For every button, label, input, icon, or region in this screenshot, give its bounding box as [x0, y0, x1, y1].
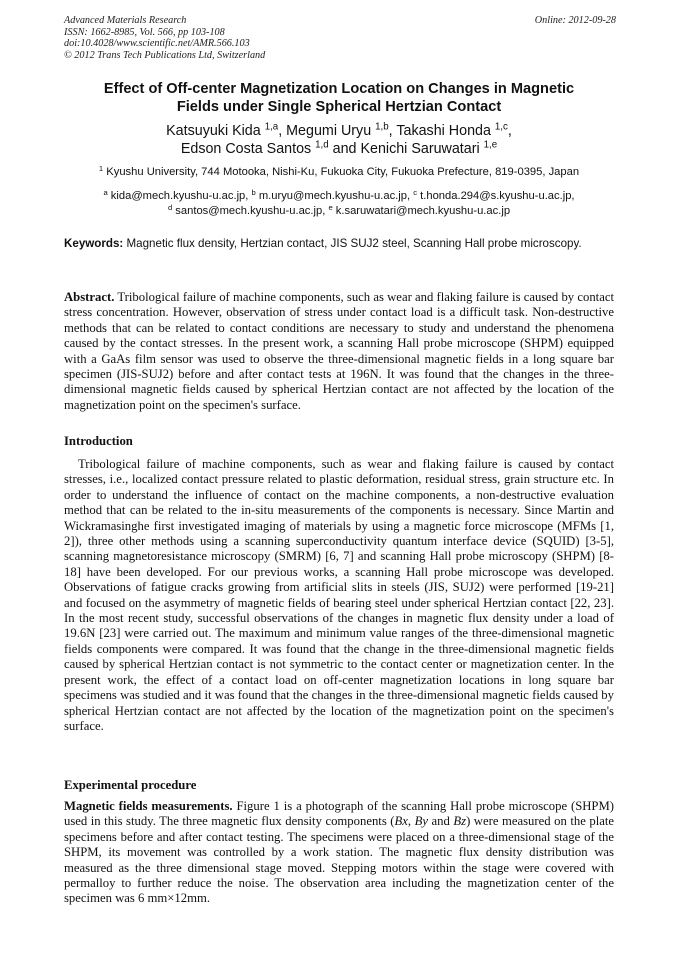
variable-bz: Bz [453, 814, 467, 829]
email-sup: a [103, 187, 108, 197]
email-address: kida@mech.kyushu-u.ac.jp, [107, 190, 252, 202]
keywords [64, 236, 614, 251]
email-address: k.saruwatari@mech.kyushu-u.ac.jp [332, 204, 511, 217]
author-name: Edson Costa Santos [180, 141, 316, 157]
author-name: Katsuyuki Kida [166, 123, 265, 139]
doi-line: doi:10.4028/www.scientific.net/AMR.566.103 [64, 38, 250, 50]
copyright-line: © 2012 Trans Tech Publications Ltd, Switzerland [64, 49, 266, 61]
author-affil-sup: 1,a [264, 121, 279, 133]
subsection-label: Magnetic fields measurements. [64, 799, 233, 813]
email-address: santos@mech.kyushu-u.ac.jp, [172, 204, 329, 217]
experimental-body [64, 799, 614, 907]
introduction-heading: Introduction [64, 434, 133, 448]
author-list [40, 122, 638, 158]
author-line-1 [40, 122, 638, 140]
email-sup: e [328, 202, 333, 212]
variable-bx: Bx [394, 814, 408, 829]
keywords-label: Keywords: [64, 237, 124, 250]
variable-by: By [414, 814, 428, 829]
author-line-2 [40, 140, 638, 158]
abstract-label: Abstract. [64, 290, 115, 304]
journal-header [64, 15, 616, 61]
author-separator: , [507, 123, 512, 139]
author-affil-sup: 1,b [375, 121, 389, 133]
introduction-body: Tribological failure of machine components, such as wear and flaking failure is caused by contact stresses, i.e., localized contact pressure related to plastic deformation, residual stress, grain structure etc. In order to understand the influence of contact on the machine components, a non-destructive evaluation method that can be related to the in-situ measurements of the components is necessary. Since Martin and Wickramasinghe first investigated imaging of materials by using a magnetic force microscope (MFMs [1, 2]), three other methods using a scanning superconductivity quantum interface device (SQUID) [3-5], scanning magnetoresistance microscopy (SMRM) [6, 7] and scanning Hall probe microscopy (SHPM) [8-18] have been developed. For our previous works, a scanning Hall probe microscope was developed. Observations of fatigue cracks growing from artificial slits in steels (JIS, SUJ2) were performed [19-21] and focused on the asymmetry of magnetic fields of bearing steel under spherical Hertzian contact [22, 23]. In the most recent study, successful observations of the changes in magnetic flux density under a load of 19.6N [23] were carried out. The maximum and minimum value ranges of the three-dimensional magnetic fields components were compared. It was found that the change in the three-dimensional magnetic fields caused by spherical Hertzian contact is not symmetric to the contact center or magnetization center. In the present work, the effect of a contact load on off-center magnetization locations in long square bar specimens was studied and it was found that the changes in the three-dimensional magnetic fields caused by spherical Hertzian contact are not affected by the location of the magnetization point on the specimen's surface. [64, 457, 614, 733]
email-list [40, 189, 638, 218]
author-affil-sup: 1,e [483, 139, 498, 151]
email-address: t.honda.294@s.kyushu-u.ac.jp, [417, 190, 575, 202]
journal-name: Advanced Materials Research [64, 15, 187, 26]
body-text: and [428, 814, 454, 829]
issn-line: ISSN: 1662-8985, Vol. 566, pp 103-108 [64, 26, 225, 38]
author-name: , Megumi Uryu [278, 123, 376, 139]
title-line-1: Effect of Off-center Magnetization Location on Changes in Magnetic [103, 81, 575, 97]
author-affil-sup: 1,c [494, 121, 508, 133]
author-name: and Kenichi Saruwatari [328, 141, 484, 157]
keywords-text: Magnetic flux density, Hertzian contact, JIS SUJ2 steel, Scanning Hall probe microscopy. [123, 237, 582, 250]
email-sup: c [413, 187, 418, 197]
affiliation-text: Kyushu University, 744 Motooka, Nishi-Ku, Fukuoka City, Fukuoka Prefecture, 819-0395, Japan [103, 166, 580, 178]
email-sup: d [167, 202, 173, 212]
author-affil-sup: 1,d [315, 139, 329, 151]
email-line-2 [40, 204, 638, 219]
body-text: , [407, 814, 415, 829]
title-line-2: Fields under Single Spherical Hertzian Contact [176, 99, 502, 115]
online-date: Online: 2012-09-28 [534, 15, 616, 26]
email-line-1 [40, 189, 638, 204]
author-name: , Takashi Honda [388, 123, 495, 139]
paper-title [40, 80, 638, 116]
affiliation-sup: 1 [98, 163, 104, 173]
email-sup: b [251, 187, 256, 197]
abstract [64, 290, 614, 413]
email-address: m.uryu@mech.kyushu-u.ac.jp, [255, 190, 414, 202]
experimental-heading: Experimental procedure [64, 778, 197, 792]
abstract-text: Tribological failure of machine components, such as wear and flaking failure is caused by contact stress concentration. However, observation of stress under contact load is a difficult task. Non-destructive methods that can be related to contact conditions are necessary to study and understand the phenomena caused by the contact stresses. In the present work, a scanning Hall probe microscope (SHPM) equipped with a GaAs film sensor was used to observe the three-dimensional magnetic fields in a long square bar specimen (JIS-SUJ2) before and after contact tests at 196N. It was found that the changes in the three-dimensional magnetic fields caused by spherical Hertzian contact are not affected by the location of the magnetization point on the specimen's surface. [64, 290, 614, 412]
body-text: Figure 1 is a photograph of the scanning Hall probe microscope (SHPM) used in this study. The three magnetic flux density components ( [64, 799, 614, 829]
affiliation [40, 165, 638, 179]
body-text: ) were measured on the plate specimens before and after contact testing. The specimens were placed on a three-dimensional stage of the SHPM, its movement was controlled by a work station. The magnetic flux density distribution was measured as the three dimensional stage moved. Stepping motors within the stage were covered with permalloy to further reduce the noise. The observation area including the magnetization center of the specimen was 6 mm×12mm. [64, 814, 615, 906]
